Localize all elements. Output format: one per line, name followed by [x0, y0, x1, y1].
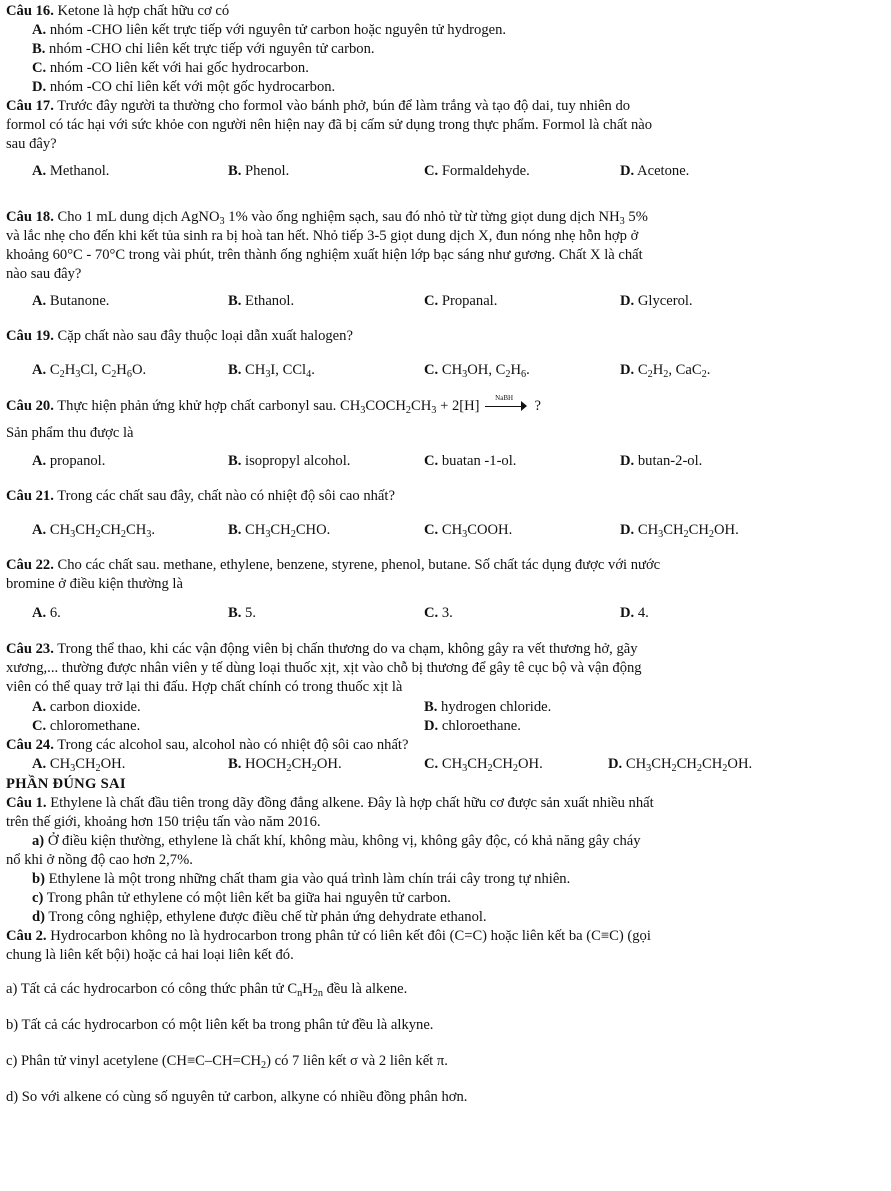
q18-stem-line2: và lắc nhẹ cho đến khi kết tủa sinh ra bị hoà tan hết. Nhỏ tiếp 3-5 giọt dung dịch X, đun nóng nhẹ hỗn hợp ở — [6, 228, 639, 244]
q22-text: Cho các chất sau. methane, ethylene, benzene, styrene, phenol, butane. Số chất tác dụng được với nước — [57, 557, 661, 573]
stmt-label: c) — [32, 890, 44, 906]
stmt-text: c) Phân tử vinyl acetylene (CH≡C–CH=CH — [6, 1053, 261, 1069]
tf2-number: Câu 2. — [6, 928, 47, 944]
q19-option-c: C. $CH_3OH$, $C_2H_6$. — [424, 362, 530, 380]
stmt-sub: n — [297, 988, 303, 999]
q20-reactant: $CH_3COCH_2CH_3$ — [339, 398, 437, 416]
opt-text: Glycerol. — [637, 293, 693, 309]
q23-number: Câu 23. — [6, 641, 54, 657]
opt-label: A. — [32, 293, 47, 309]
tf1-stem-line2: trên thế giới, khoảng hơn 150 triệu tấn vào năm 2016. — [6, 814, 321, 830]
tf1-statement-a — [32, 832, 641, 850]
q18-text: Cho 1 mL dung dịch AgNO — [57, 209, 220, 225]
opt-text: nhóm -CHO chỉ liên kết trực tiếp với nguyên tử carbon. — [49, 41, 375, 57]
q21-stem — [6, 487, 395, 505]
q22-option-c — [424, 604, 453, 622]
stmt-text: Trong công nghiệp, ethylene được điều chế từ phản ứng dehydrate ethanol. — [48, 909, 487, 925]
opt-text: 4. — [637, 605, 649, 621]
opt-label: C. — [424, 522, 439, 538]
opt-label: C. — [424, 605, 439, 621]
stmt-sub: 2n — [312, 988, 323, 999]
opt-label: A. — [32, 699, 47, 715]
q22-option-b — [228, 604, 256, 622]
q23-option-c — [32, 717, 140, 735]
opt-text: 6. — [49, 605, 61, 621]
opt-label: B. — [228, 163, 242, 179]
q21-option-a: A. $CH_3CH_2CH_2CH_3$. — [32, 522, 156, 540]
q18-sub: 3 — [619, 216, 625, 227]
stmt-text: đều là alkene. — [322, 981, 408, 997]
opt-text: 3. — [441, 605, 453, 621]
opt-label: D. — [620, 362, 635, 378]
opt-label: C. — [424, 453, 439, 469]
q18-text: 1% vào ống nghiệm sạch, sau đó nhỏ từ từ từng giọt dung dịch NH — [224, 209, 620, 225]
q16-number: Câu 16. — [6, 3, 54, 19]
opt-label: B. — [424, 699, 438, 715]
opt-text: Ethanol. — [245, 293, 295, 309]
q22-number: Câu 22. — [6, 557, 54, 573]
stmt-text: ) có 7 liên kết σ và 2 liên kết π. — [266, 1053, 448, 1069]
q23-option-a — [32, 698, 141, 716]
opt-label: B. — [228, 756, 242, 772]
q23-option-b — [424, 698, 551, 716]
q17-option-d — [620, 162, 689, 180]
opt-text: nhóm -CHO liên kết trực tiếp với nguyên tử carbon hoặc nguyên tử hydrogen. — [49, 22, 507, 38]
q24-option-d: D. $CH_3CH_2CH_2CH_2OH$. — [608, 756, 753, 774]
q17-option-c — [424, 162, 530, 180]
opt-text: Propanal. — [441, 293, 498, 309]
tf2-stem-line2: chung là liên kết bội) hoặc cả hai loại liên kết đó. — [6, 947, 294, 963]
q19-stem — [6, 327, 353, 345]
q23-option-d — [424, 717, 521, 735]
q20-result: ? — [534, 398, 541, 414]
q16-option-c — [32, 59, 309, 77]
q20-option-a — [32, 452, 105, 470]
tf2-text: Hydrocarbon không no là hydrocarbon trong phân tử có liên kết đôi (C=C) hoặc liên kết ba (C≡C) (gọi — [50, 928, 651, 944]
q18-stem-line4: nào sau đây? — [6, 266, 82, 282]
opt-label: C. — [424, 362, 439, 378]
q18-option-b — [228, 292, 294, 310]
q22-stem-line2: bromine ở điều kiện thường là — [6, 576, 183, 592]
q18-number: Câu 18. — [6, 209, 54, 225]
opt-text: propanol. — [49, 453, 106, 469]
q17-text: Trước đây người ta thường cho formol vào bánh phở, bún để làm trắng và tạo độ dai, tuy nhiên do — [57, 98, 631, 114]
q18-sub: 3 — [219, 216, 225, 227]
tf1-stem-line1 — [6, 794, 654, 812]
tf1-number: Câu 1. — [6, 795, 47, 811]
tf1-statement-b — [32, 870, 570, 888]
q16-stem — [6, 2, 229, 20]
q17-option-b — [228, 162, 289, 180]
opt-label: C. — [424, 163, 439, 179]
opt-label: B. — [228, 522, 242, 538]
q22-option-d — [620, 604, 649, 622]
opt-label: C. — [32, 60, 47, 76]
q21-text: Trong các chất sau đây, chất nào có nhiệt độ sôi cao nhất? — [57, 488, 395, 504]
q20-option-b — [228, 452, 350, 470]
q23-stem-line3: viên có thể quay trở lại thi đấu. Hợp chất chính có trong thuốc xịt là — [6, 679, 403, 695]
stmt-text: a) Tất cả các hydrocarbon có công thức phân tử C — [6, 981, 298, 997]
q24-option-c: C. $CH_3CH_2CH_2OH$. — [424, 756, 543, 774]
q17-option-a — [32, 162, 109, 180]
opt-text: Phenol. — [245, 163, 290, 179]
opt-label: D. — [620, 605, 635, 621]
opt-text: Acetone. — [637, 163, 690, 179]
opt-text: chloroethane. — [441, 718, 521, 734]
opt-text: isopropyl alcohol. — [245, 453, 351, 469]
opt-label: A. — [32, 163, 47, 179]
opt-label: B. — [228, 293, 242, 309]
q20-reaction-arrow — [483, 394, 527, 412]
q20-text: Thực hiện phản ứng khử hợp chất carbonyl sau. — [57, 398, 337, 414]
opt-text: nhóm -CO chỉ liên kết với một gốc hydrocarbon. — [49, 79, 336, 95]
opt-label: D. — [424, 718, 439, 734]
q16-text: Ketone là hợp chất hữu cơ có — [57, 3, 230, 19]
stmt-text: Trong phân tử ethylene có một liên kết ba giữa hai nguyên tử carbon. — [46, 890, 451, 906]
opt-text: Methanol. — [49, 163, 110, 179]
q18-stem-line3: khoảng 60°C - 70°C trong vài phút, trên thành ống nghiệm xuất hiện lớp bạc sáng như gương. Chất X là chất — [6, 247, 643, 263]
q16-option-b — [32, 40, 375, 58]
q18-stem-line1 — [6, 208, 648, 226]
tf2-statement-d: d) So với alkene có cùng số nguyên tử carbon, alkyne có nhiều đồng phân hơn. — [6, 1089, 468, 1105]
stmt-text: H — [302, 981, 313, 997]
tf1-statement-a-line2: nổ khi ở nồng độ cao hơn 2,7%. — [6, 852, 193, 868]
q21-option-d: D. $CH_3CH_2CH_2OH$. — [620, 522, 739, 540]
q21-option-b: B. $CH_3CH_2CHO$. — [228, 522, 331, 540]
opt-label: A. — [32, 522, 47, 538]
opt-label: D. — [608, 756, 623, 772]
q18-text: 5% — [624, 209, 648, 225]
q19-option-a: A. $C_2H_3Cl$, $C_2H_6O$. — [32, 362, 147, 380]
q23-stem-line2: xương,... thường được nhân viên y tế dùng loại thuốc xịt, xịt vào chỗ bị thương để gây tê cục bộ và vận động — [6, 660, 642, 676]
q24-number: Câu 24. — [6, 737, 54, 753]
q17-number: Câu 17. — [6, 98, 54, 114]
tf2-stem-line1 — [6, 927, 651, 945]
q20-option-d — [620, 452, 702, 470]
opt-label: B. — [228, 362, 242, 378]
opt-text: chloromethane. — [49, 718, 141, 734]
opt-label: A. — [32, 756, 47, 772]
opt-label: A. — [32, 362, 47, 378]
opt-label: C. — [424, 293, 439, 309]
q22-option-a — [32, 604, 61, 622]
stmt-text: Ethylene là một trong những chất tham gia vào quá trình làm chín trái cây trong tự nhiên. — [48, 871, 571, 887]
opt-label: C. — [32, 718, 47, 734]
section-heading: PHẦN ĐÚNG SAI — [6, 776, 126, 792]
q23-stem-line1 — [6, 640, 638, 658]
opt-text: nhóm -CO liên kết với hai gốc hydrocarbon. — [49, 60, 309, 76]
q17-stem-line1 — [6, 97, 630, 115]
q24-option-b: B. $HOCH_2CH_2OH$. — [228, 756, 342, 774]
q19-text: Cặp chất nào sau đây thuộc loại dẫn xuất halogen? — [57, 328, 353, 344]
tf2-statement-c — [6, 1052, 448, 1070]
opt-text: Butanone. — [49, 293, 110, 309]
opt-label: A. — [32, 22, 47, 38]
opt-text: butan-2-ol. — [637, 453, 703, 469]
opt-label: D. — [620, 522, 635, 538]
stmt-label: a) — [32, 833, 45, 849]
q23-text: Trong thể thao, khi các vận động viên bị chấn thương do va chạm, không gây ra vết thương hở, gãy — [57, 641, 638, 657]
q17-stem-line2: formol có tác hại với sức khỏe con người nên hiện nay đã bị cấm sử dụng trong thực phẩm. Formol là chất nào — [6, 117, 653, 133]
opt-label: A. — [32, 605, 47, 621]
opt-text: 5. — [245, 605, 256, 621]
opt-label: D. — [620, 293, 635, 309]
opt-label: D. — [620, 163, 635, 179]
q24-text: Trong các alcohol sau, alcohol nào có nhiệt độ sôi cao nhất? — [57, 737, 409, 753]
opt-label: B. — [228, 605, 242, 621]
q20-stem — [6, 394, 541, 416]
q20-reagent: NaBH — [495, 394, 514, 402]
tf1-text: Ethylene là chất đầu tiên trong dãy đồng đẳng alkene. Đây là hợp chất hữu cơ được sản xuất nhiều nhất — [50, 795, 654, 811]
opt-text: hydrogen chloride. — [441, 699, 552, 715]
opt-label: B. — [32, 41, 46, 57]
q21-option-c: C. $CH_3COOH$. — [424, 522, 513, 540]
opt-text: Formaldehyde. — [441, 163, 530, 179]
q22-stem-line1 — [6, 556, 660, 574]
q20-stem-line2: Sản phẩm thu được là — [6, 425, 134, 441]
q24-option-a: A. $CH_3CH_2OH$. — [32, 756, 126, 774]
opt-label: D. — [32, 79, 47, 95]
opt-label: D. — [620, 453, 635, 469]
tf1-statement-d — [32, 908, 487, 926]
q24-stem — [6, 736, 408, 754]
q18-option-c — [424, 292, 497, 310]
stmt-sub: 2 — [261, 1060, 267, 1071]
tf2-statement-a — [6, 980, 407, 998]
q21-number: Câu 21. — [6, 488, 54, 504]
opt-text: carbon dioxide. — [49, 699, 141, 715]
q19-option-d: D. $C_2H_2$, CaC$_2$. — [620, 362, 711, 380]
q16-option-d — [32, 78, 335, 96]
q19-option-b: B. $CH_3I$, CCl$_4$. — [228, 362, 315, 380]
q18-option-a — [32, 292, 109, 310]
q19-number: Câu 19. — [6, 328, 54, 344]
opt-label: A. — [32, 453, 47, 469]
opt-label: B. — [228, 453, 242, 469]
q16-option-a — [32, 21, 506, 39]
q17-stem-line3: sau đây? — [6, 136, 57, 152]
opt-text: buatan -1-ol. — [441, 453, 517, 469]
opt-label: C. — [424, 756, 439, 772]
stmt-label: d) — [32, 909, 45, 925]
q20-option-c — [424, 452, 516, 470]
stmt-label: b) — [32, 871, 45, 887]
q20-number: Câu 20. — [6, 398, 54, 414]
stmt-text: Ở điều kiện thường, ethylene là chất khí, không màu, không vị, không gây độc, có khả năng gây cháy — [47, 833, 641, 849]
q20-reaction-tail: + 2[H] — [440, 398, 480, 414]
tf1-statement-c — [32, 889, 451, 907]
tf2-statement-b: b) Tất cả các hydrocarbon có một liên kết ba trong phân tử đều là alkyne. — [6, 1017, 434, 1033]
q18-option-d — [620, 292, 693, 310]
